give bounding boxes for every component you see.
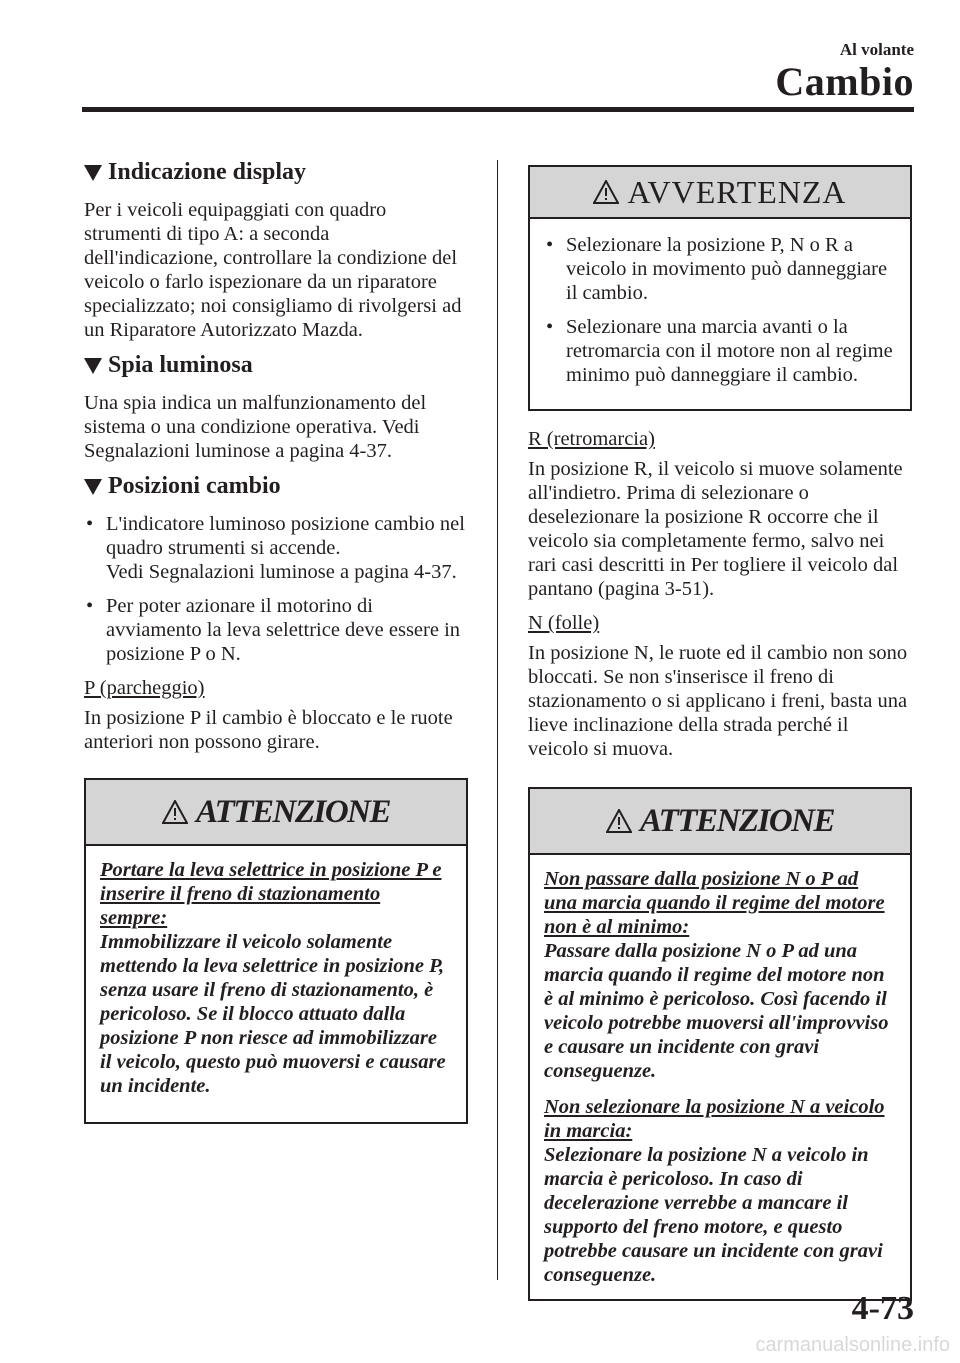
warning-triangle-icon xyxy=(162,800,188,824)
caution-text: Non selezionare la posizione N a veicolo in marcia: Selezionare la posizione N a veicolo in marcia è pericoloso. In caso di decelerazione verrebbe a mancare il supporto del freno motore, e questo potrebbe causare un incidente con gravi conseguenze. xyxy=(544,1096,885,1286)
caution-body xyxy=(530,855,910,1299)
paragraph-parcheggio: In posizione P il cambio è bloccato e le ruote anteriori non possono girare. xyxy=(84,707,453,753)
section-label: Al volante xyxy=(839,40,914,59)
paragraph-display: Per i veicoli equipaggiati con quadro strumenti di tipo A: a seconda dell'indicazione, controllare la condizione del veicolo o farlo ispezionare da un riparatore specializzato; noi consigliamo di rivolgersi ad un Riparatore Autorizzato Mazda. xyxy=(84,199,462,341)
warning-body xyxy=(530,219,910,409)
bullet-icon: • xyxy=(86,513,94,535)
page-number: 4-73 xyxy=(851,1290,914,1327)
paragraph-folle: In posizione N, le ruote ed il cambio non sono bloccati. Se non s'inserisce il freno di stazionamento o si applicano i freni, basta una lieve inclinazione della strada perché il veicolo si muova. xyxy=(528,642,908,760)
warning-triangle-icon xyxy=(593,180,619,204)
heading-spia: Spia luminosa xyxy=(84,352,468,379)
paragraph-retromarcia: In posizione R, il veicolo si muove solamente all'indietro. Prima di selezionare o deselezionare la posizione R occorre che il veicolo sia completamente fermo, salvo nei rari casi descritti in Per togliere il veicolo dal pantano (pagina 3-51). xyxy=(528,458,903,600)
column-divider xyxy=(497,160,498,1280)
warning-header xyxy=(530,167,910,219)
list-item: • Per poter azionare il motorino di avviamento la leva selettrice deve essere in posizione P o N. xyxy=(86,595,461,665)
warning-title: AVVERTENZA xyxy=(627,173,847,210)
warning-triangle-icon xyxy=(606,809,632,833)
subheading-parcheggio: P (parcheggio) xyxy=(84,677,205,699)
warning-box xyxy=(528,165,912,411)
triangle-marker-icon xyxy=(84,165,102,181)
caution-header xyxy=(86,780,466,846)
caution-title: ATTENZIONE xyxy=(195,793,391,830)
caution-box xyxy=(84,778,468,1124)
right-column xyxy=(528,165,912,1301)
list-item: • L'indicatore luminoso posizione cambio nel quadro strumenti si accende. Vedi Segnalazioni luminose a pagina 4-37. xyxy=(86,513,465,583)
paragraph-spia: Una spia indica un malfunzionamento del sistema o una condizione operativa. Vedi Segnalazioni luminose a pagina 4-37. xyxy=(84,392,427,462)
chapter-title: Cambio xyxy=(775,59,914,104)
header-rule xyxy=(82,107,914,112)
heading-posizioni: Posizioni cambio xyxy=(84,473,468,500)
list-item: • Selezionare una marcia avanti o la retromarcia con il motore non al regime minimo può danneggiare il cambio. xyxy=(546,316,893,386)
bullet-icon: • xyxy=(546,234,554,256)
subheading-retromarcia: R (retromarcia) xyxy=(528,428,655,450)
caution-header xyxy=(530,789,910,855)
triangle-marker-icon xyxy=(84,479,102,495)
triangle-marker-icon xyxy=(84,358,102,374)
subheading-folle: N (folle) xyxy=(528,612,600,634)
caution-body xyxy=(86,846,466,1122)
caution-title: ATTENZIONE xyxy=(639,802,835,839)
caution-text: Portare la leva selettrice in posizione P e inserire il freno di stazionamento sempre: Immobilizzare il veicolo solamente mettendo la leva selettrice in posizione P, senza usare il freno di stazionamento, è pericoloso. Se il blocco attuato dalla posizione P non riesce ad immobilizzare il veicolo, questo può muoversi e causare un incidente. xyxy=(100,859,446,1097)
left-column xyxy=(84,155,468,1124)
caution-box xyxy=(528,787,912,1301)
bullet-list xyxy=(84,512,468,666)
bullet-icon: • xyxy=(86,595,94,617)
list-item: • Selezionare la posizione P, N o R a veicolo in movimento può danneggiare il cambio. xyxy=(546,234,888,304)
watermark: carmanualsonline.info xyxy=(755,1334,950,1356)
bullet-icon: • xyxy=(546,316,554,338)
warning-list xyxy=(544,233,896,387)
heading-display: Indicazione display xyxy=(84,159,468,186)
caution-text: Non passare dalla posizione N o P ad una marcia quando il regime del motore non è al minimo: Passare dalla posizione N o P ad una marcia quando il regime del motore non è al minimo è pericoloso. Così facendo il veicolo potrebbe muoversi all'improvviso e causare un incidente con gravi conseguenze. xyxy=(544,868,889,1082)
